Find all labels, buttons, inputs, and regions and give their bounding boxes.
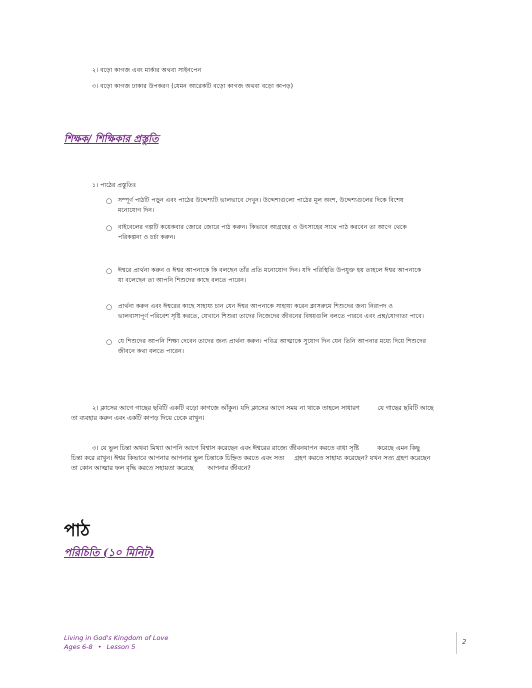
footer-age-range: Ages 6-8 <box>64 643 93 651</box>
prep-bullet-2 <box>106 223 478 243</box>
bullet-line: ভালবাসাপূর্ণ পরিবেশ সৃষ্টি করতে, যেখানে শিশুরা তাদের নিজেদের জীবনের বিষয়গুলি বলতে পারবে এবং প্রশ্ন/যোগ্যতা পাবে। <box>118 313 424 320</box>
prep-bullet-5 <box>106 337 478 357</box>
teacher-prep-heading: শিক্ষক/ শিক্ষিকার প্রস্তুতি <box>64 134 159 145</box>
footer-course-info <box>64 643 135 651</box>
hollow-circle-bullet-icon: ○ <box>106 267 113 275</box>
bullet-line: যে শিশুদের আপনি শিক্ষা দেবেন তাদের জন্য প্রার্থনা করুন। পবিত্র আত্মাকে সুযোগ দিন যেন তিনি আপনার মধ্যে দিয়ে শিশুদের <box>118 338 427 345</box>
bullet-line: সম্পূর্ণ পাঠটি পড়ুন এবং পাঠের উদ্দেশ্যটি ভালভাবে দেখুন। উদ্দেশ্যগুলো পাঠের মূল অংশ, উদ্দেশ্যগুলের দিকে বিশেষ <box>118 197 404 204</box>
intro-heading: পরিচিতি (১০ মিনিট) <box>64 547 155 559</box>
hollow-circle-bullet-icon: ○ <box>106 303 113 311</box>
hollow-circle-bullet-icon: ○ <box>106 224 113 232</box>
prep-bullet-1 <box>106 196 478 216</box>
footer-course-title: Living in God's Kingdom of Love <box>64 634 169 642</box>
step-3-line-2a: চিন্তা করে রাখুন। ঈশ্বর কিভাবে আপনার আপনার ভুল চিন্তাকে চিহ্নিত করতে এবং সত্য <box>71 455 285 462</box>
hollow-circle-bullet-icon: ○ <box>106 197 113 205</box>
step-3-line-2b: গ্রহণ করতে সাহায্য করেছেন? যখন সত্য গ্রহণ করেছেন <box>294 455 431 462</box>
step-2-line-1b: যে গাছের ছবিটি আছে <box>377 405 434 412</box>
materials-item-2: ২। বড়ো কাগজ এবং মার্কার অথবা সাইনপেন <box>92 67 202 74</box>
prep-step-1-title: ১। পাঠের প্রস্তুতিঃ <box>92 182 137 189</box>
step-3-line-3a: তা কোন আত্মার ফল বৃদ্ধি করতে সহায়তা করেছে <box>71 465 194 472</box>
materials-item-3: ৩। বড়ো কাগজ ঢাকার উপকরণ (যেমন আরেকটি বড়ো কাগজ অথবা বড়ো কাপড়) <box>92 83 293 90</box>
footer-bullet-icon: • <box>97 643 102 651</box>
prep-bullet-3 <box>106 266 478 286</box>
bullet-line: পরিকল্পনা ও চর্চা করুন। <box>118 234 176 241</box>
step-3-line-1a: ৩। যে ভুল চিন্তা অথবা মিথ্যা আপনি আগে বিশ্বাস করেছেন এবং ঈশ্বরের রাজ্যে জীবনযাপন করতে বাধা সৃষ্টি <box>92 445 359 452</box>
footer-lesson-number: Lesson 5 <box>106 643 136 651</box>
page-number: 2 <box>462 638 467 646</box>
lesson-title: পাঠ <box>64 521 90 541</box>
bullet-line: জীবনে কথা বলতে পারেন। <box>118 348 184 355</box>
footer-divider <box>456 632 457 654</box>
bullet-line: ঈশ্বরে প্রার্থনা করুন ও ঈশ্বর আপনাকে কি বলছেন তাঁর প্রতি মনোযোগ দিন। যদি পরিস্থিতি উপযুক্ত হয় তাহলে ঈশ্বর আপনাকে <box>118 267 422 274</box>
step-2-line-2: তা ব্যবহার করুন এবং একটি কাপড় দিয়ে ঢেকে রাখুন। <box>71 415 205 422</box>
hollow-circle-bullet-icon: ○ <box>106 338 113 346</box>
bullet-line: যা বলেছেন তা আপনি শিশুদের কাছে বলতে পারেন। <box>118 277 247 284</box>
bullet-line: বাইবেলের গল্পটি কয়েকবার জোরে জোরে পাঠ করুন। কিভাবে আগ্রহের ও উৎসাহের সাথে পাঠ করবেন তা আগে থেকে <box>118 224 407 231</box>
prep-step-2 <box>71 404 482 424</box>
step-3-line-1b: করেছে এমন কিছু <box>376 445 420 452</box>
step-3-line-3b: আপনার জীবনে? <box>207 465 251 472</box>
step-2-line-1a: ২। ক্লাসের আগে গাছের ছবিটি একটি বড়ো কাগজে আঁকুন। যদি ক্লাসের আগে সময় না থাকে তাহলে সাধারণ <box>92 405 360 412</box>
bullet-line: প্রার্থনা করুন এবং ঈশ্বরের কাছে সাহায্য চান যেন ঈশ্বর আপনাকে সাহায্য করেন ক্লাসরুমে শিশুদের জন্য নিরাপদ ও <box>118 303 393 310</box>
bullet-line: মনোযোগ দিন। <box>118 207 155 214</box>
prep-step-3 <box>71 444 492 474</box>
prep-bullet-4 <box>106 302 478 322</box>
